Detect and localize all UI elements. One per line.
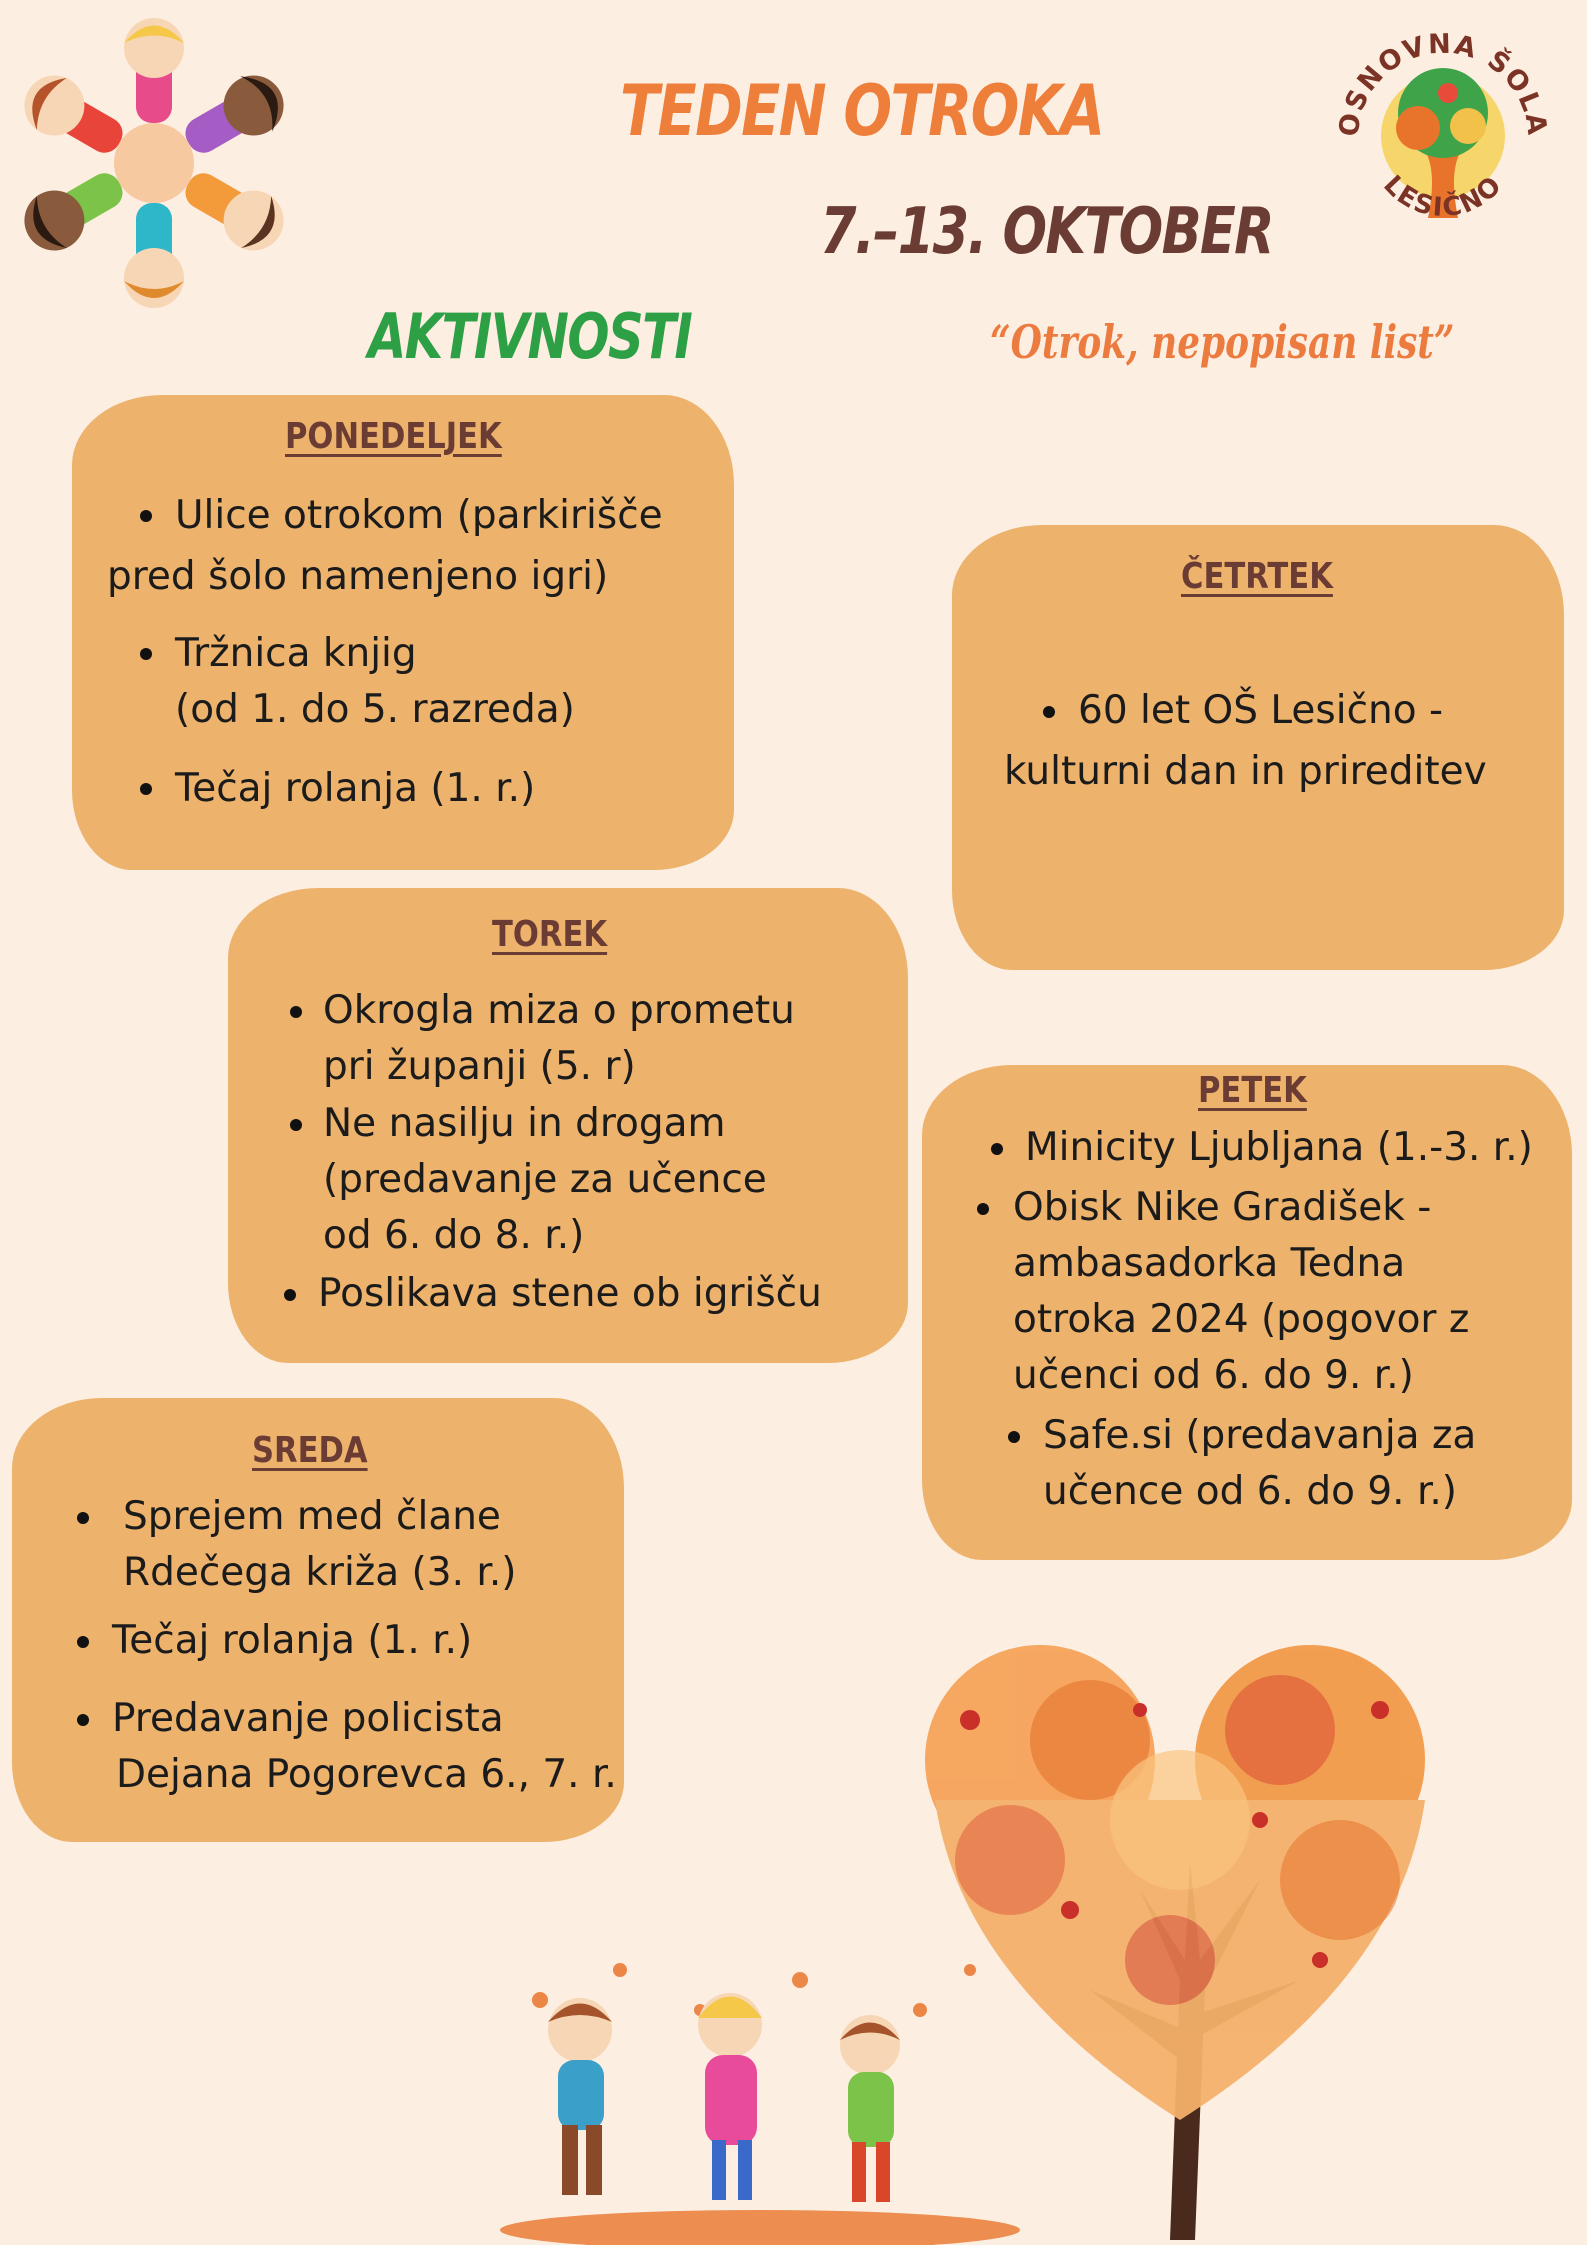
children-holding-hands-icon <box>14 18 294 308</box>
list-item: pri županji (5. r) <box>323 1044 636 1089</box>
motto: “Otrok, nepopisan list” <box>990 315 1455 369</box>
bullet <box>991 1143 1003 1155</box>
list-item: pred šolo namenjeno igri) <box>107 554 609 599</box>
bullet <box>284 1289 296 1301</box>
list-item: ambasadorka Tedna <box>1013 1241 1406 1286</box>
bullet <box>977 1203 989 1215</box>
bullet <box>1043 706 1055 718</box>
list-item: Okrogla miza o prometu <box>323 988 795 1033</box>
list-item: (predavanje za učence <box>323 1157 767 1202</box>
bullet <box>290 1006 302 1018</box>
list-item: Minicity Ljubljana (1.-3. r.) <box>1025 1125 1533 1170</box>
day-title-monday: PONEDELJEK <box>285 416 502 457</box>
bullet <box>290 1119 302 1131</box>
list-item: učence od 6. do 9. r.) <box>1043 1469 1458 1514</box>
bullet <box>77 1636 89 1648</box>
bullet <box>140 648 152 660</box>
list-item: Poslikava stene ob igrišču <box>318 1271 822 1316</box>
list-item: Dejana Pogorevca 6., 7. r. <box>116 1752 617 1797</box>
school-tree-logo-icon <box>1328 18 1558 248</box>
logo-text-bottom: LESIČNO <box>1377 169 1509 224</box>
list-item: kulturni dan in prireditev <box>1004 749 1487 794</box>
list-item: Tržnica knjig <box>175 631 417 676</box>
list-item: učenci od 6. do 9. r.) <box>1013 1353 1414 1398</box>
bullet <box>140 783 152 795</box>
school-logo <box>1328 18 1558 248</box>
list-item: Ulice otrokom (parkirišče <box>175 493 663 538</box>
date-range: 7.–13. OKTOBER <box>820 195 1273 269</box>
list-item: (od 1. do 5. razreda) <box>175 687 575 732</box>
list-item: Obisk Nike Gradišek - <box>1013 1185 1432 1230</box>
day-title-thursday: ČETRTEK <box>1181 556 1333 597</box>
logo-text-top: OSNOVNA ŠOLA <box>1333 28 1553 139</box>
playing-children-icon <box>500 1950 1020 2245</box>
list-item: Rdečega križa (3. r.) <box>123 1550 517 1595</box>
day-title-tuesday: TOREK <box>492 914 608 955</box>
bullet <box>77 1512 89 1524</box>
list-item: Predavanje policista <box>112 1696 504 1741</box>
activities-heading: AKTIVNOSTI <box>368 300 692 373</box>
page-title: TEDEN OTROKA <box>620 70 1104 152</box>
list-item: 60 let OŠ Lesično - <box>1078 688 1444 733</box>
day-title-wednesday: SREDA <box>252 1430 368 1471</box>
list-item: Tečaj rolanja (1. r.) <box>175 766 536 811</box>
list-item: od 6. do 8. r.) <box>323 1213 585 1258</box>
list-item: Safe.si (predavanja za <box>1043 1413 1477 1458</box>
list-item: Ne nasilju in drogam <box>323 1101 726 1146</box>
list-item: Sprejem med člane <box>123 1494 501 1539</box>
day-title-friday: PETEK <box>1198 1070 1307 1111</box>
list-item: otroka 2024 (pogovor z <box>1013 1297 1470 1342</box>
bullet <box>77 1714 89 1726</box>
bullet <box>140 510 152 522</box>
bullet <box>1008 1431 1020 1443</box>
list-item: Tečaj rolanja (1. r.) <box>112 1618 473 1663</box>
